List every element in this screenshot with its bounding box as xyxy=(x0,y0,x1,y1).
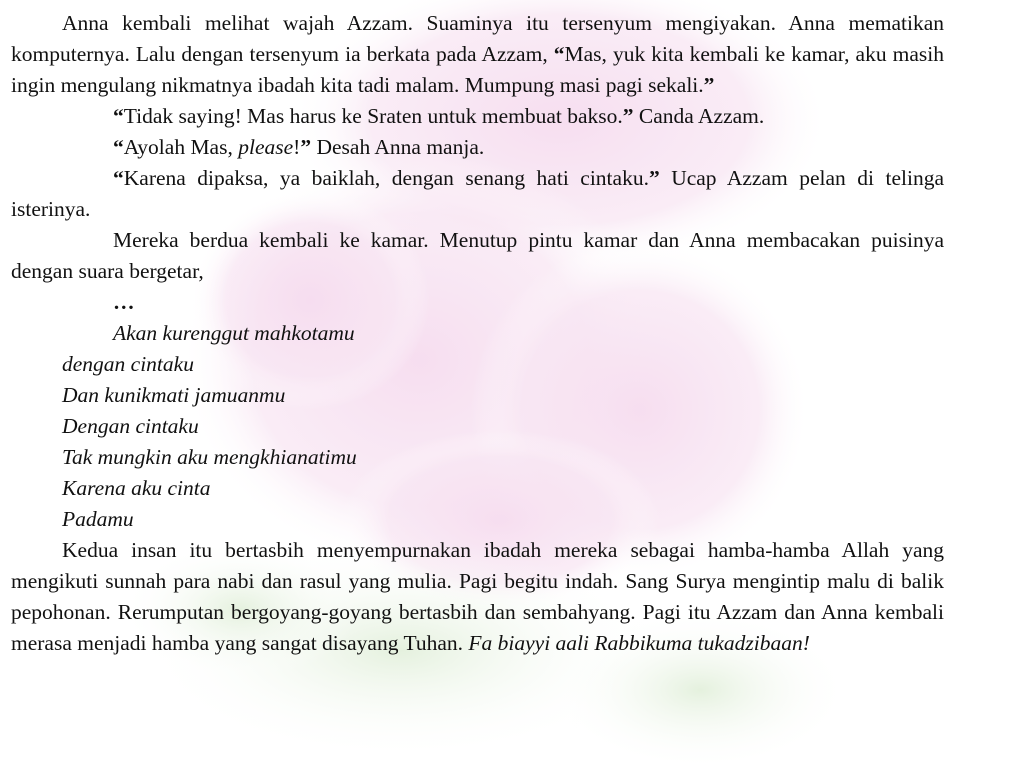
p3-close-quote: ” xyxy=(300,135,312,159)
story-text xyxy=(11,8,944,659)
paragraph-5 xyxy=(11,225,944,287)
p4-close-quote: ” xyxy=(648,166,660,190)
paragraph-1 xyxy=(11,8,944,101)
p2-open-quote: “ xyxy=(113,104,124,128)
p1-text-a: Anna kembali melihat wajah Azzam. Suaminya itu tersenyum mengiyakan. Anna mematikan komputernya. Lalu dengan tersenyum ia berkata pada Azzam, xyxy=(11,11,944,66)
p3-open-quote: “ xyxy=(113,135,124,159)
p4-text-b: Ucap Azzam pelan di telinga isterinya. xyxy=(11,166,945,221)
poem-line: Padamu xyxy=(62,507,134,531)
poem-line: Tak mungkin aku mengkhianatimu xyxy=(62,445,357,469)
p6-closing-italic: Fa biayyi aali Rabbikuma tukadzibaan! xyxy=(468,631,810,655)
p2-text-a: Tidak saying! Mas harus ke Sraten untuk membuat bakso. xyxy=(123,104,623,128)
p2-close-quote: ” xyxy=(622,104,634,128)
poem-line: dengan cintaku xyxy=(62,352,194,376)
poem-line: Dengan cintaku xyxy=(62,414,199,438)
paragraph-2 xyxy=(11,101,944,132)
p3-text-b: ! xyxy=(293,135,301,159)
poem-line: Karena aku cinta xyxy=(62,476,211,500)
poem-line: Akan kurenggut mahkotamu xyxy=(113,321,355,345)
p3-text-a: Ayolah Mas, xyxy=(123,135,239,159)
p3-emphasis: please xyxy=(238,135,294,159)
paragraph-4 xyxy=(11,163,944,225)
p3-text-c: Desah Anna manja. xyxy=(311,135,485,159)
p4-open-quote: “ xyxy=(113,166,124,190)
p1-open-quote: “ xyxy=(553,42,565,66)
poem-line: Dan kunikmati jamuanmu xyxy=(62,383,286,407)
p1-close-quote: ” xyxy=(703,73,715,97)
ellipsis-line: … xyxy=(113,290,135,314)
p1-text-b: Mas, yuk kita kembali ke kamar, aku masih ingin mengulang nikmatnya ibadah kita tadi malam. Mumpung masi pagi sekali. xyxy=(11,42,944,97)
paragraph-6 xyxy=(11,535,944,659)
p6-text: Kedua insan itu bertasbih menyempurnakan ibadah mereka sebagai hamba-hamba Allah yang mengikuti sunnah para nabi dan rasul yang mulia. Pagi begitu indah. Sang Surya mengintip malu di balik pepohonan. Rerumputan bergoyang-goyang bertasbih dan sembahyang. Pagi itu Azzam dan Anna kembali merasa menjadi hamba yang sangat disayang Tuhan. xyxy=(11,538,944,655)
p4-text-a: Karena dipaksa, ya baiklah, dengan senang hati cintaku. xyxy=(123,166,649,190)
p2-text-b: Canda Azzam. xyxy=(633,104,765,128)
p5-text: Mereka berdua kembali ke kamar. Menutup pintu kamar dan Anna membacakan puisinya dengan suara bergetar, xyxy=(11,228,944,283)
paragraph-3 xyxy=(11,132,944,163)
